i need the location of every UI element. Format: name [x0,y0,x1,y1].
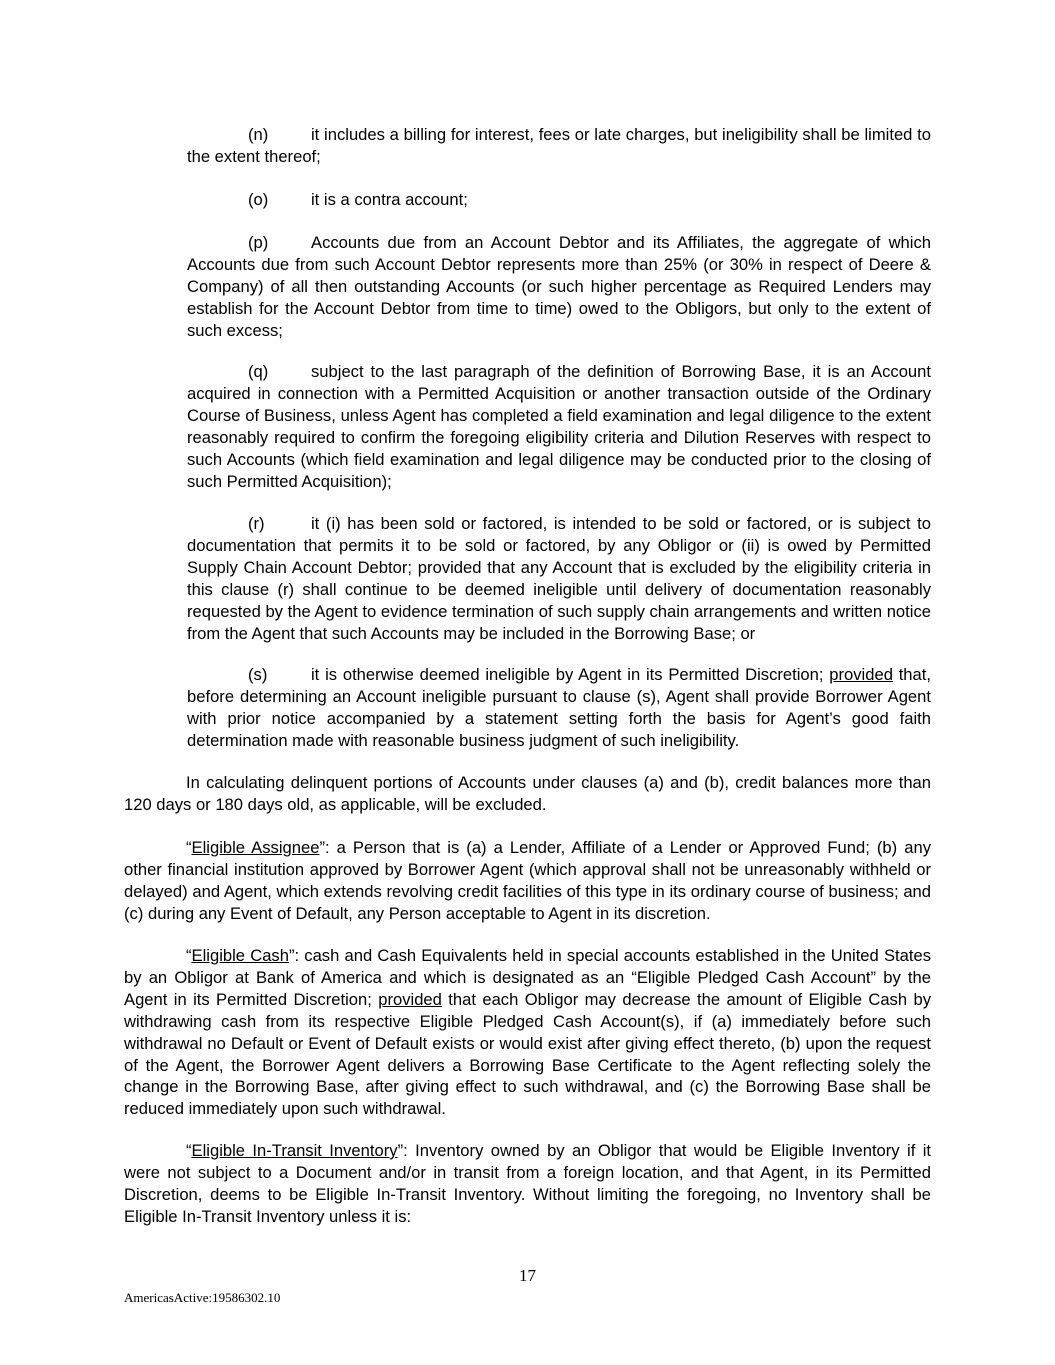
provided-underlined: provided [378,989,442,1009]
clause-s [187,664,931,752]
definition-eligible-assignee [124,837,931,925]
clause-label: (r) [248,514,265,533]
defined-term: Eligible Assignee [191,838,320,857]
clause-label: (p) [248,233,269,252]
clause-label: (o) [248,190,269,209]
close-quote: ”: [397,1141,408,1160]
clause-text: it is a contra account; [311,190,468,209]
definition-text-before: cash and Cash Equivalents held in special accounts established in the United States by an Obligor at Bank of America and which is designated as an “Eligible Pledged Cash Account” by the Agent in its Permitted Discretion; [124,946,931,1009]
close-quote: ”: [288,946,300,965]
definition-eligible-in-transit-inventory [124,1140,931,1228]
clause-o [187,189,931,211]
clause-text: it includes a billing for interest, fees or late charges, but ineligibility shall be limited to the extent thereof; [187,125,931,166]
clause-text: subject to the last paragraph of the definition of Borrowing Base, it is an Account acquired in connection with a Permitted Acquisition or another transaction outside of the Ordinary Course of Business, unless Agent has completed a field examination and legal diligence to the extent reasonably required to confirm the foregoing eligibility criteria and Dilution Reserves with respect to such Accounts (which field examination and legal diligence may be conducted prior to the closing of such Permitted Acquisition); [187,362,931,491]
clause-text-after: that, before determining an Account ineligible pursuant to clause (s), Agent shall provide Borrower Agent with prior notice accompanied by a statement setting forth the basis for Agent’s good faith determination made with reasonable business judgment of such ineligibility. [187,665,931,750]
clause-label: (q) [248,362,269,381]
document-id: AmericasActive:19586302.10 [124,1290,281,1305]
defined-term: Eligible In-Transit Inventory [191,1141,398,1160]
definition-text: Inventory owned by an Obligor that would be Eligible Inventory if it were not subject to a Document and/or in transit from a foreign location, and that Agent, in its Permitted Discretion, deems to be Eligible In-Transit Inventory. Without limiting the foregoing, no Inventory shall be Eligible In-Transit Inventory unless it is: [124,1141,932,1226]
clause-text-before: it is otherwise deemed ineligible by Agent in its Permitted Discretion; [311,665,830,684]
clause-q [187,361,931,492]
clause-n [187,124,931,168]
delinquent-paragraph [124,772,931,816]
open-quote: “ [186,838,192,857]
close-quote: ”: [319,838,330,857]
clause-label: (n) [248,125,269,144]
delinquent-text: In calculating delinquent portions of Accounts under clauses (a) and (b), credit balances more than 120 days or 180 days old, as applicable, will be excluded. [124,773,931,814]
clause-text: Accounts due from an Account Debtor and its Affiliates, the aggregate of which Accounts due from such Account Debtor represents more than 25% (or 30% in respect of Deere & Company) of all then outstanding Accounts (or such higher percentage as Required Lenders may establish for the Account Debtor from time to time) owed to the Obligors, but only to the extent of such excess; [187,233,931,340]
provided-underlined: provided [829,665,893,684]
clause-label: (s) [248,665,268,684]
defined-term: Eligible Cash [191,946,289,965]
definition-eligible-cash [124,945,931,1120]
page-number: 17 [519,1266,536,1285]
clause-p [187,232,931,342]
open-quote: “ [186,946,192,965]
clause-text: it (i) has been sold or factored, is intended to be sold or factored, or is subject to documentation that permits it to be sold or factored, by any Obligor or (ii) is owed by Permitted Supply Chain Account Debtor; provided that any Account that is excluded by the eligibility criteria in this clause (r) shall continue to be deemed ineligible until delivery of documentation reasonably requested by the Agent to evidence termination of such supply chain arrangements and written notice from the Agent that such Accounts may be included in the Borrowing Base; or [187,514,931,643]
open-quote: “ [186,1141,192,1160]
definition-text-after: that each Obligor may decrease the amount of Eligible Cash by withdrawing cash from its respective Eligible Pledged Cash Account(s), if (a) immediately before such withdrawal no Default or Event of Default exists or would exist after giving effect thereto, (b) upon the request of the Agent, the Borrower Agent delivers a Borrowing Base Certificate to the Agent reflecting solely the change in the Borrowing Base, after giving effect to such withdrawal, and (c) the Borrowing Base shall be reduced immediately upon such withdrawal. [124,989,931,1119]
clause-r [187,513,931,644]
definition-text: a Person that is (a) a Lender, Affiliate of a Lender or Approved Fund; (b) any other financial institution approved by Borrower Agent (which approval shall not be unreasonably withheld or delayed) and Agent, which extends revolving credit facilities of this type in its ordinary course of business; and (c) during any Event of Default, any Person acceptable to Agent in its discretion. [124,838,931,923]
